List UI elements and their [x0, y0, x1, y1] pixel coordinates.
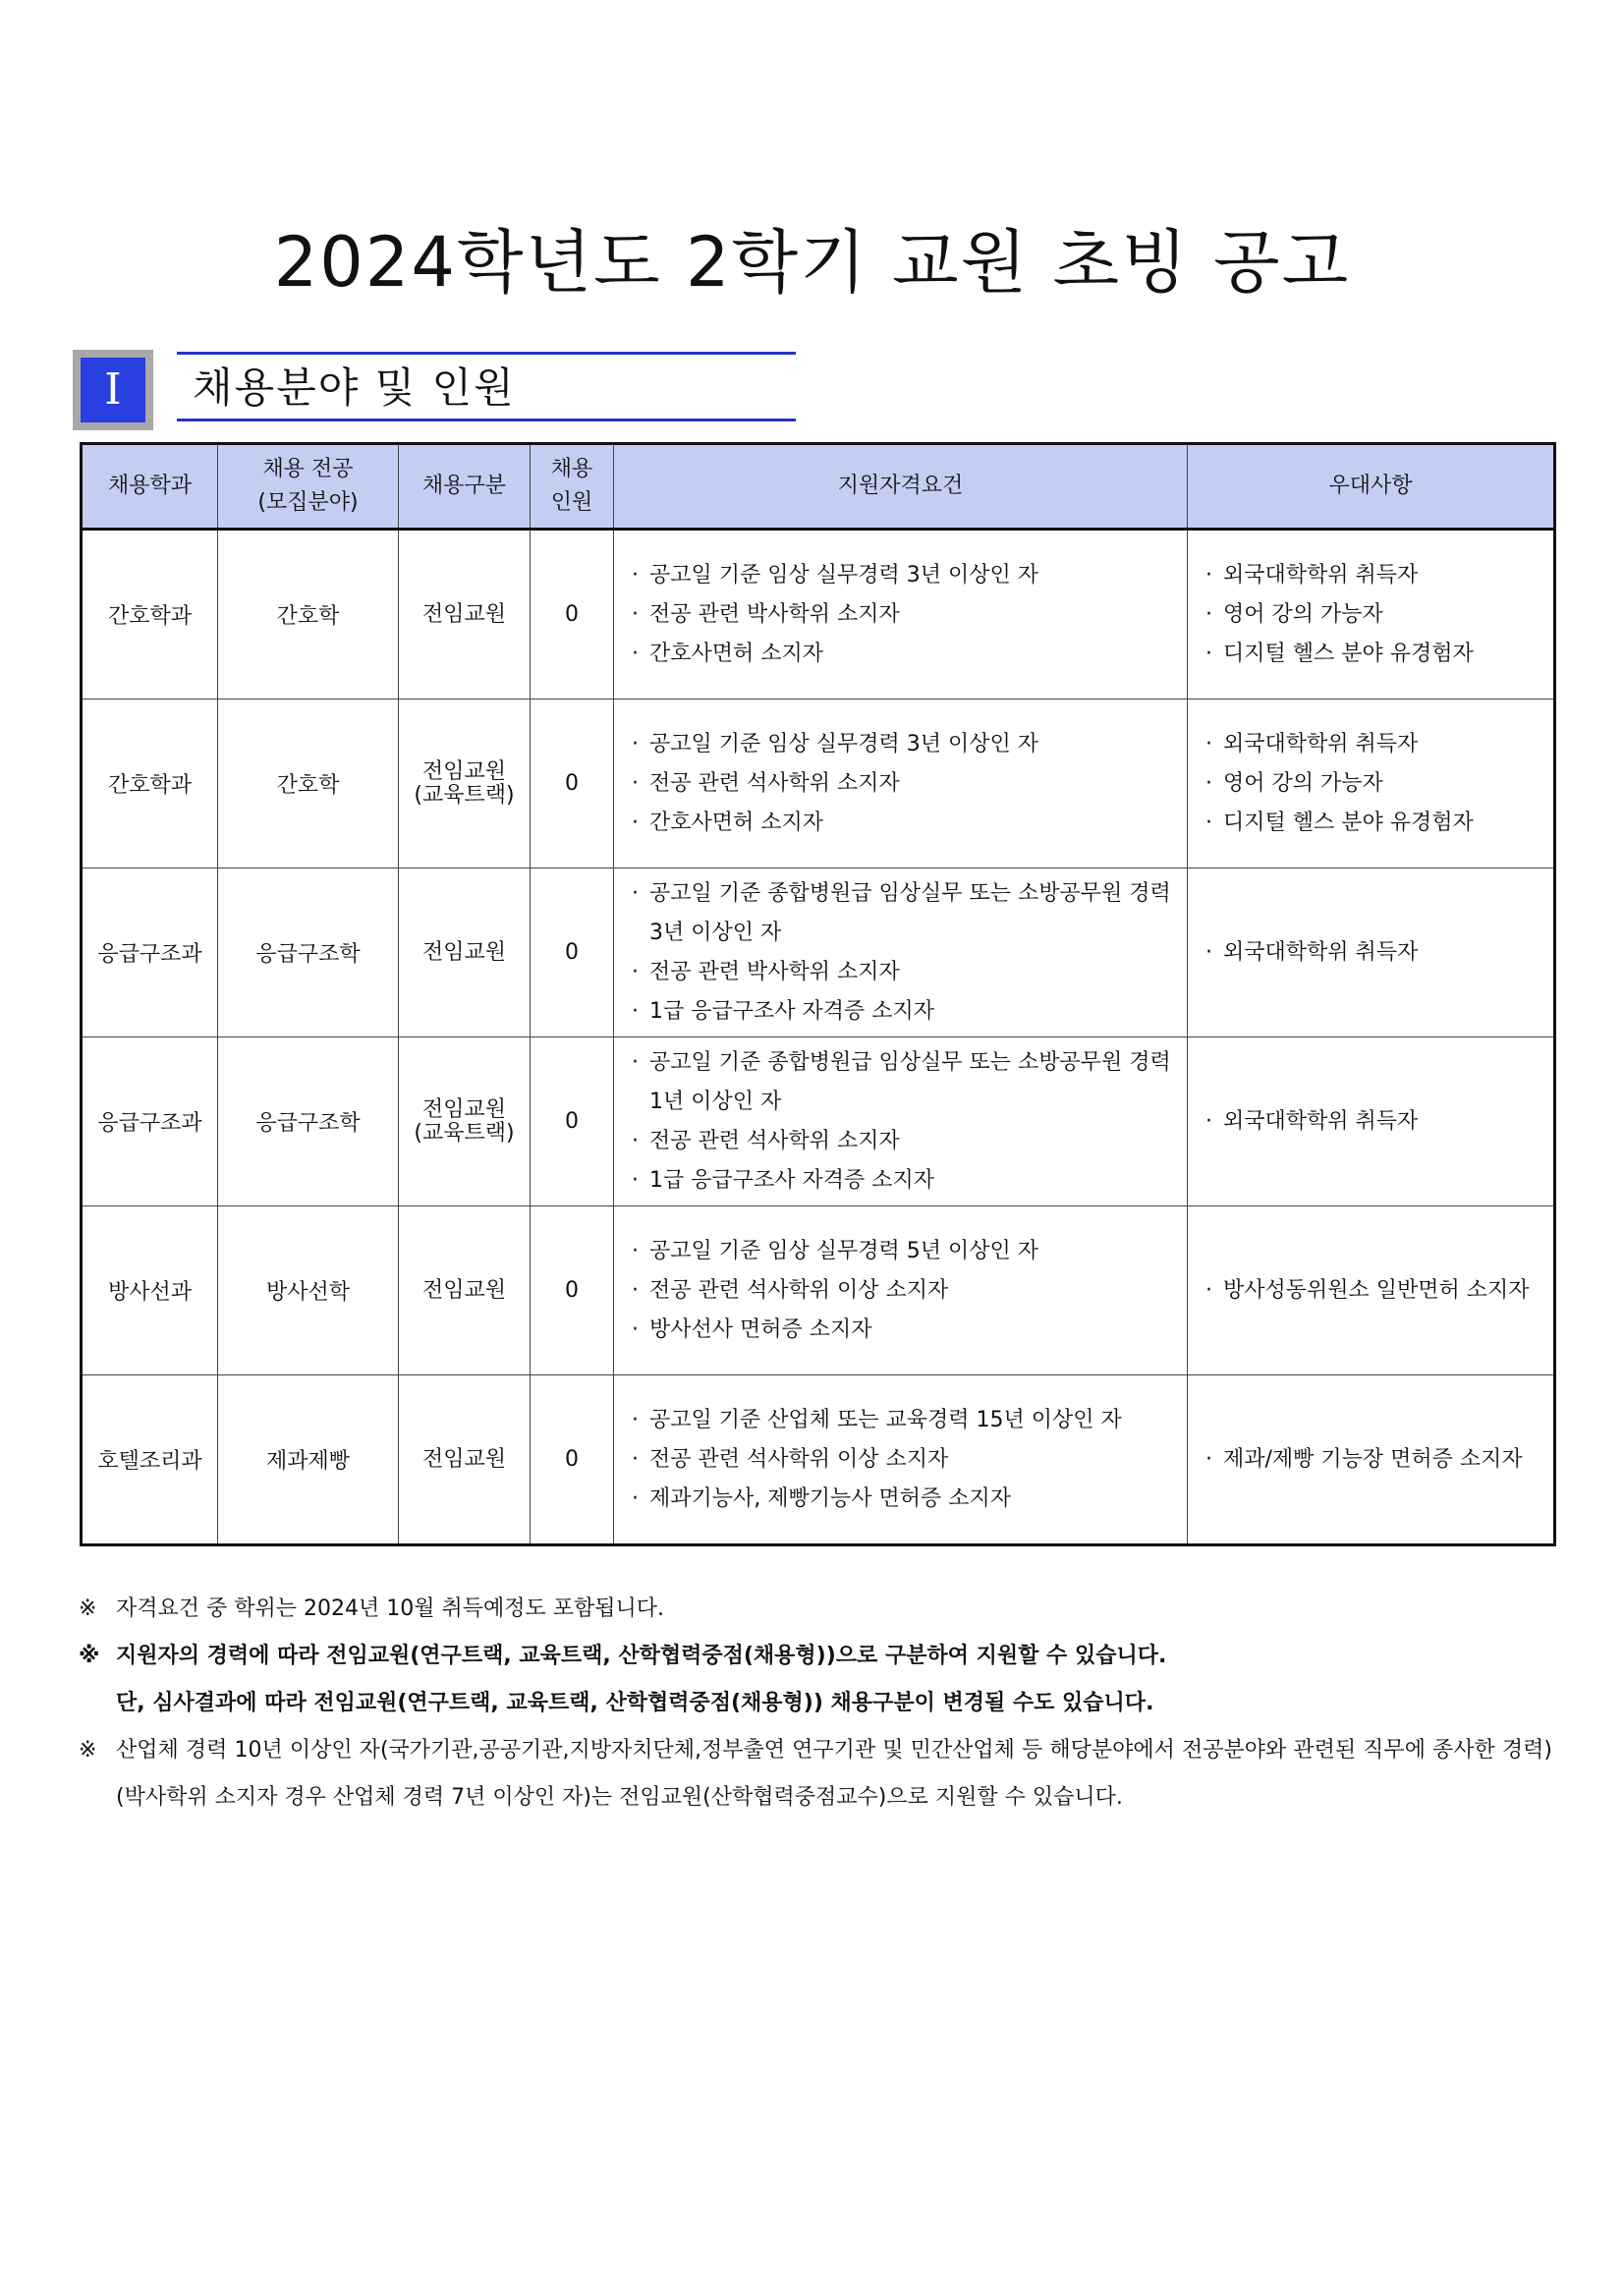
cell-preferences — [1188, 1037, 1555, 1206]
header-major-line2: (모집분야) — [257, 490, 359, 515]
cell-requirements — [614, 1037, 1188, 1206]
requirement-item: · 제과기능사, 제빵기능사 면허증 소지자 — [628, 1480, 1187, 1519]
preference-item: · 외국대학학위 취득자 — [1202, 1102, 1553, 1142]
cell-type-line1: 전임교원 — [421, 758, 506, 784]
requirement-item: · 공고일 기준 임상 실무경력 3년 이상인 자 — [628, 556, 1187, 595]
preference-item: · 방사성동위원소 일반면허 소지자 — [1202, 1271, 1553, 1311]
cell-dept: 호텔조리과 — [82, 1375, 218, 1545]
cell-preferences — [1188, 868, 1555, 1037]
cell-count: 0 — [531, 868, 614, 1037]
requirement-item: · 전공 관련 석사학위 이상 소지자 — [628, 1271, 1187, 1311]
table-row — [82, 868, 1555, 1037]
cell-preferences — [1188, 700, 1555, 868]
cell-preferences — [1188, 1375, 1555, 1545]
requirement-item: · 공고일 기준 임상 실무경력 3년 이상인 자 — [628, 725, 1187, 764]
requirement-item: · 1급 응급구조사 자격증 소지자 — [628, 1161, 1187, 1201]
header-dept: 채용학과 — [82, 444, 218, 530]
requirement-item: · 공고일 기준 산업체 또는 교육경력 15년 이상인 자 — [628, 1401, 1187, 1440]
cell-dept: 방사선과 — [82, 1206, 218, 1375]
note-mark: ※ — [79, 1644, 100, 1668]
preference-item: · 영어 강의 가능자 — [1202, 764, 1553, 804]
cell-major: 응급구조학 — [218, 1037, 399, 1206]
cell-dept: 응급구조과 — [82, 1037, 218, 1206]
requirement-item: · 전공 관련 석사학위 소지자 — [628, 1122, 1187, 1161]
preference-item: · 제과/제빵 기능장 면허증 소지자 — [1202, 1440, 1553, 1480]
cell-major: 간호학 — [218, 530, 399, 700]
requirement-item: · 전공 관련 박사학위 소지자 — [628, 953, 1187, 992]
cell-type-line1: 전임교원 — [421, 1096, 506, 1122]
note-mark: ※ — [79, 1738, 97, 1763]
note-text: 산업체 경력 10년 이상인 자(국가기관,공공기관,지방자치단체,정부출연 연구기관 및 민간산업체 등 해당분야에서 전공분야와 관련된 직무에 종사한 경력) (박사학위 소지자 경우 산업체 경력 7년 이상인 자)는 전임교원(산학협력중점교수)으로 지원할 수 있습니다. — [116, 1738, 1552, 1810]
cell-type — [399, 1206, 531, 1375]
cell-count: 0 — [531, 700, 614, 868]
cell-requirements — [614, 868, 1188, 1037]
table-row — [82, 530, 1555, 700]
note-text: 지원자의 경력에 따라 전임교원(연구트랙, 교육트랙, 산학협력중점(채용형))으로 구분하여 지원할 수 있습니다. — [116, 1644, 1167, 1668]
cell-requirements — [614, 1206, 1188, 1375]
cell-requirements — [614, 1375, 1188, 1545]
requirement-item: · 방사선사 면허증 소지자 — [628, 1311, 1187, 1350]
header-count-line2: 인원 — [550, 490, 593, 515]
section-rule-bottom — [177, 419, 796, 421]
cell-type-line2: (교육트랙) — [414, 1120, 515, 1146]
header-count — [531, 444, 614, 530]
preference-item: · 영어 강의 가능자 — [1202, 595, 1553, 635]
cell-major: 간호학 — [218, 700, 399, 868]
note-industry — [79, 1727, 1552, 1821]
cell-type-line1: 전임교원 — [421, 1446, 506, 1472]
header-major — [218, 444, 399, 530]
cell-type-line2: (교육트랙) — [414, 782, 515, 808]
cell-type — [399, 700, 531, 868]
preference-item: · 외국대학학위 취득자 — [1202, 933, 1553, 973]
cell-type — [399, 868, 531, 1037]
requirement-item: · 간호사면허 소지자 — [628, 635, 1187, 674]
table-row — [82, 700, 1555, 868]
section-title: 채용분야 및 인원 — [193, 364, 516, 412]
header-preferences: 우대사항 — [1188, 444, 1555, 530]
table-row — [82, 1037, 1555, 1206]
table-row — [82, 1206, 1555, 1375]
recruitment-table — [80, 442, 1556, 1546]
requirement-item: · 공고일 기준 종합병원급 임상실무 또는 소방공무원 경력 3년 이상인 자 — [628, 874, 1187, 953]
header-requirements: 지원자격요건 — [614, 444, 1188, 530]
cell-count: 0 — [531, 1037, 614, 1206]
cell-dept: 응급구조과 — [82, 868, 218, 1037]
cell-major: 방사선학 — [218, 1206, 399, 1375]
cell-type — [399, 530, 531, 700]
cell-major: 제과제빵 — [218, 1375, 399, 1545]
note-track — [79, 1633, 1552, 1727]
preference-item: · 디지털 헬스 분야 유경험자 — [1202, 804, 1553, 843]
cell-requirements — [614, 700, 1188, 868]
requirement-item: · 전공 관련 석사학위 이상 소지자 — [628, 1440, 1187, 1480]
cell-preferences — [1188, 530, 1555, 700]
cell-preferences — [1188, 1206, 1555, 1375]
note-mark: ※ — [79, 1596, 97, 1621]
header-type: 채용구분 — [399, 444, 531, 530]
cell-count: 0 — [531, 1375, 614, 1545]
requirement-item: · 공고일 기준 임상 실무경력 5년 이상인 자 — [628, 1232, 1187, 1271]
table-header-row — [82, 444, 1555, 530]
page-title: 2024학년도 2학기 교원 초빙 공고 — [273, 222, 1351, 303]
preference-item: · 디지털 헬스 분야 유경험자 — [1202, 635, 1553, 674]
header-count-line1: 채용 — [550, 457, 593, 481]
cell-major: 응급구조학 — [218, 868, 399, 1037]
cell-dept: 간호학과 — [82, 700, 218, 868]
note-text: 단, 심사결과에 따라 전임교원(연구트랙, 교육트랙, 산학협력중점(채용형)) 채용구분이 변경될 수도 있습니다. — [116, 1691, 1154, 1715]
header-major-line1: 채용 전공 — [262, 457, 354, 481]
note-degree — [79, 1586, 1552, 1633]
requirement-item: · 간호사면허 소지자 — [628, 804, 1187, 843]
requirement-item: · 전공 관련 박사학위 소지자 — [628, 595, 1187, 635]
cell-type-line1: 전임교원 — [421, 1277, 506, 1303]
cell-dept: 간호학과 — [82, 530, 218, 700]
cell-requirements — [614, 530, 1188, 700]
table-row — [82, 1375, 1555, 1545]
section-number-box — [73, 350, 153, 430]
requirement-item: · 1급 응급구조사 자격증 소지자 — [628, 992, 1187, 1032]
cell-type — [399, 1037, 531, 1206]
notes — [79, 1586, 1552, 1821]
requirement-item: · 전공 관련 석사학위 소지자 — [628, 764, 1187, 804]
cell-count: 0 — [531, 530, 614, 700]
cell-type-line1: 전임교원 — [421, 601, 506, 627]
preference-item: · 외국대학학위 취득자 — [1202, 725, 1553, 764]
section-number: I — [81, 358, 145, 422]
requirement-item: · 공고일 기준 종합병원급 임상실무 또는 소방공무원 경력 1년 이상인 자 — [628, 1043, 1187, 1122]
cell-count: 0 — [531, 1206, 614, 1375]
preference-item: · 외국대학학위 취득자 — [1202, 556, 1553, 595]
cell-type — [399, 1375, 531, 1545]
section-rule-top — [177, 352, 796, 355]
note-text: 자격요건 중 학위는 2024년 10월 취득예정도 포함됩니다. — [116, 1596, 664, 1621]
cell-type-line1: 전임교원 — [421, 939, 506, 965]
